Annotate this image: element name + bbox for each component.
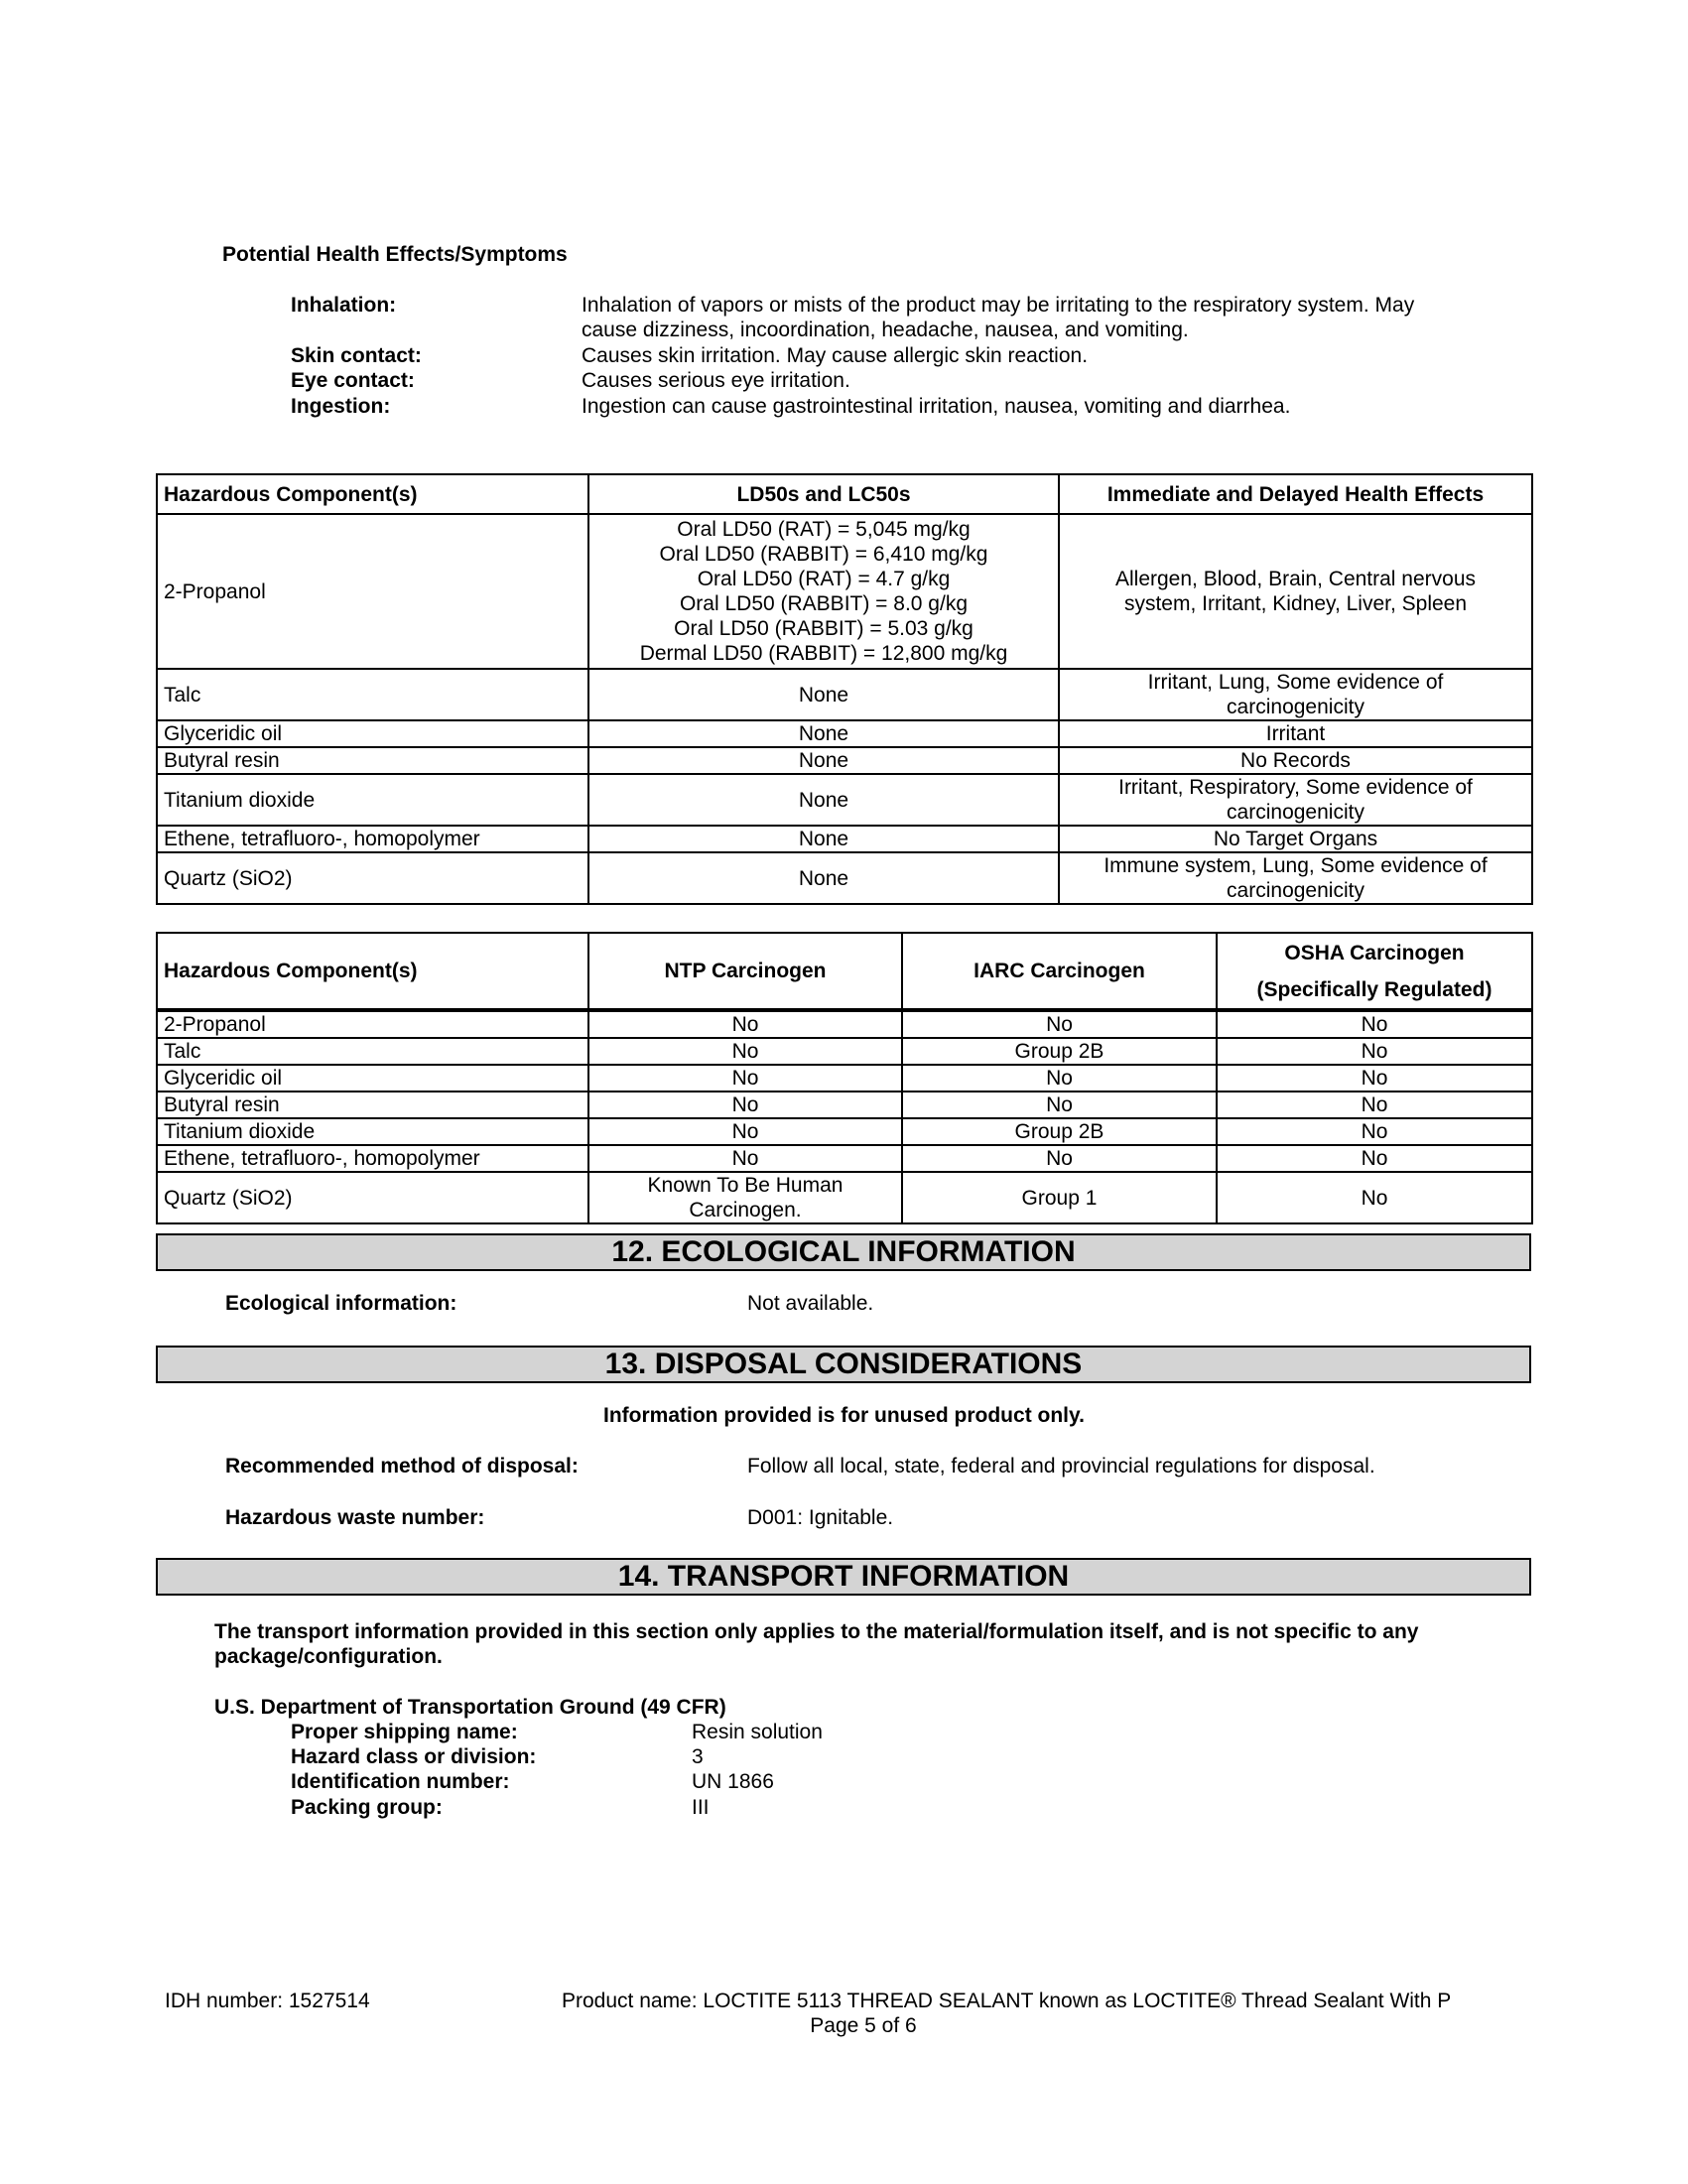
effects-line: carcinogenicity <box>1227 879 1364 902</box>
footer-product-name: Product name: LOCTITE 5113 THREAD SEALANT known as LOCTITE® Thread Sealant With P <box>562 1990 1452 2012</box>
tox-effects-cell <box>1059 774 1532 826</box>
tox-ld50-cell: None <box>588 774 1059 826</box>
dot-section-title: U.S. Department of Transportation Ground (49 CFR) <box>214 1696 726 1719</box>
skin-contact-text: Causes skin irritation. May cause allergic skin reaction. <box>582 344 1089 367</box>
transport-intro-line-1: The transport information provided in this section only applies to the material/formulation itself, and is not specific to any <box>214 1620 1419 1643</box>
tox-effects-cell <box>1059 669 1532 720</box>
tox-effects-cell: No Target Organs <box>1059 826 1532 852</box>
tox-component: Glyceridic oil <box>157 720 588 747</box>
effects-line: Irritant, Respiratory, Some evidence of <box>1118 776 1473 799</box>
table-row <box>157 826 1532 852</box>
carc-iarc: No <box>902 1092 1217 1118</box>
tox-component: Titanium dioxide <box>157 774 588 826</box>
ecological-info-label: Ecological information: <box>225 1292 457 1315</box>
carc-ntp: No <box>588 1145 902 1172</box>
tox-ld50-cell: None <box>588 669 1059 720</box>
tox-header-component: Hazardous Component(s) <box>157 474 588 514</box>
table-row <box>157 1092 1532 1118</box>
carc-component: Glyceridic oil <box>157 1065 588 1092</box>
carc-ntp: No <box>588 1118 902 1145</box>
shipping-name-value: Resin solution <box>692 1721 823 1743</box>
table-row <box>157 669 1532 720</box>
carc-iarc: No <box>902 1145 1217 1172</box>
carc-ntp: No <box>588 1038 902 1065</box>
eye-contact-text: Causes serious eye irritation. <box>582 369 850 392</box>
carc-iarc: No <box>902 1065 1217 1092</box>
ld50-value: Oral LD50 (RAT) = 5,045 mg/kg <box>677 518 971 541</box>
carc-component: Titanium dioxide <box>157 1118 588 1145</box>
hazard-class-value: 3 <box>692 1745 704 1768</box>
disposal-note: Information provided is for unused product only. <box>603 1404 1085 1427</box>
carc-iarc: Group 1 <box>902 1172 1217 1223</box>
tox-component: Ethene, tetrafluoro-, homopolymer <box>157 826 588 852</box>
ld50-value: Oral LD50 (RABBIT) = 6,410 mg/kg <box>659 543 988 566</box>
carc-header-osha <box>1217 933 1532 1010</box>
carc-header-iarc: IARC Carcinogen <box>902 933 1217 1010</box>
tox-ld50-cell: None <box>588 852 1059 904</box>
tox-effects-cell: Irritant <box>1059 720 1532 747</box>
transport-intro-line-2: package/configuration. <box>214 1645 443 1668</box>
section-12-header: 12. ECOLOGICAL INFORMATION <box>156 1233 1531 1271</box>
carc-component: Talc <box>157 1038 588 1065</box>
inhalation-label: Inhalation: <box>291 294 397 317</box>
carc-osha: No <box>1217 1092 1532 1118</box>
effects-line: system, Irritant, Kidney, Liver, Spleen <box>1123 592 1468 615</box>
disposal-method-label: Recommended method of disposal: <box>225 1455 579 1477</box>
table-row <box>157 1118 1532 1145</box>
ntp-line: Carcinogen. <box>689 1199 802 1221</box>
tox-component: 2-Propanol <box>157 514 588 669</box>
tox-component: Quartz (SiO2) <box>157 852 588 904</box>
footer-idh-number: IDH number: 1527514 <box>165 1990 370 2012</box>
carc-osha: No <box>1217 1038 1532 1065</box>
ld50-value: Oral LD50 (RABBIT) = 5.03 g/kg <box>674 617 974 640</box>
section-14-header: 14. TRANSPORT INFORMATION <box>156 1558 1531 1596</box>
carc-header-ntp: NTP Carcinogen <box>588 933 902 1010</box>
carc-header-component: Hazardous Component(s) <box>157 933 588 1010</box>
packing-group-value: III <box>692 1796 710 1819</box>
disposal-method-value: Follow all local, state, federal and provincial regulations for disposal. <box>747 1455 1375 1477</box>
eye-contact-label: Eye contact: <box>291 369 415 392</box>
effects-line: Allergen, Blood, Brain, Central nervous <box>1114 568 1477 590</box>
carc-component: Quartz (SiO2) <box>157 1172 588 1223</box>
table-row <box>157 1065 1532 1092</box>
hazard-class-label: Hazard class or division: <box>291 1745 537 1768</box>
skin-contact-label: Skin contact: <box>291 344 422 367</box>
carc-osha: No <box>1217 1065 1532 1092</box>
inhalation-text-2: cause dizziness, incoordination, headache, nausea, and vomiting. <box>582 319 1189 341</box>
tox-effects-cell: No Records <box>1059 747 1532 774</box>
ld50-value: Oral LD50 (RABBIT) = 8.0 g/kg <box>679 592 969 615</box>
effects-line: carcinogenicity <box>1227 801 1364 824</box>
carc-osha: No <box>1217 1010 1532 1038</box>
effects-line: Immune system, Lung, Some evidence of <box>1104 854 1488 877</box>
table-row <box>157 1038 1532 1065</box>
table-row <box>157 852 1532 904</box>
carc-component: Ethene, tetrafluoro-, homopolymer <box>157 1145 588 1172</box>
hazardous-waste-value: D001: Ignitable. <box>747 1506 894 1529</box>
table-row <box>157 514 1532 669</box>
tox-component: Butyral resin <box>157 747 588 774</box>
carc-ntp <box>588 1172 902 1223</box>
ingestion-label: Ingestion: <box>291 395 391 418</box>
toxicity-table <box>156 473 1533 905</box>
tox-ld50-cell: None <box>588 826 1059 852</box>
osha-header-line-2: (Specifically Regulated) <box>1256 977 1493 1001</box>
tox-ld50-cell: None <box>588 720 1059 747</box>
effects-line: Irritant, Lung, Some evidence of <box>1147 671 1444 694</box>
health-effects-title: Potential Health Effects/Symptoms <box>222 243 568 266</box>
carcinogen-table <box>156 932 1533 1224</box>
carc-iarc: No <box>902 1010 1217 1038</box>
table-row <box>157 1010 1532 1038</box>
inhalation-text-1: Inhalation of vapors or mists of the product may be irritating to the respiratory system. May <box>582 294 1415 317</box>
carc-ntp: No <box>588 1010 902 1038</box>
carc-component: Butyral resin <box>157 1092 588 1118</box>
identification-number-label: Identification number: <box>291 1770 510 1793</box>
tox-ld50-cell: None <box>588 747 1059 774</box>
ld50-value: Oral LD50 (RAT) = 4.7 g/kg <box>697 568 951 590</box>
carc-component: 2-Propanol <box>157 1010 588 1038</box>
table-row <box>157 774 1532 826</box>
hazardous-waste-label: Hazardous waste number: <box>225 1506 485 1529</box>
carc-osha: No <box>1217 1172 1532 1223</box>
section-13-header: 13. DISPOSAL CONSIDERATIONS <box>156 1346 1531 1383</box>
ntp-line: Known To Be Human <box>647 1174 844 1197</box>
tox-header-effects: Immediate and Delayed Health Effects <box>1059 474 1532 514</box>
packing-group-label: Packing group: <box>291 1796 443 1819</box>
carc-ntp: No <box>588 1065 902 1092</box>
tox-component: Talc <box>157 669 588 720</box>
tox-header-ld50: LD50s and LC50s <box>588 474 1059 514</box>
carc-iarc: Group 2B <box>902 1118 1217 1145</box>
ecological-info-value: Not available. <box>747 1292 874 1315</box>
table-row <box>157 747 1532 774</box>
osha-header-line-1: OSHA Carcinogen <box>1284 941 1465 964</box>
carc-osha: No <box>1217 1118 1532 1145</box>
tox-ld50-cell <box>588 514 1059 669</box>
table-row <box>157 1145 1532 1172</box>
carc-osha: No <box>1217 1145 1532 1172</box>
ld50-value: Dermal LD50 (RABBIT) = 12,800 mg/kg <box>639 642 1008 665</box>
shipping-name-label: Proper shipping name: <box>291 1721 518 1743</box>
carc-iarc: Group 2B <box>902 1038 1217 1065</box>
table-row <box>157 720 1532 747</box>
identification-number-value: UN 1866 <box>692 1770 774 1793</box>
ingestion-text: Ingestion can cause gastrointestinal irritation, nausea, vomiting and diarrhea. <box>582 395 1291 418</box>
carc-ntp: No <box>588 1092 902 1118</box>
footer-page-number: Page 5 of 6 <box>810 2014 917 2037</box>
tox-effects-cell <box>1059 514 1532 669</box>
tox-effects-cell <box>1059 852 1532 904</box>
effects-line: carcinogenicity <box>1227 696 1364 718</box>
table-row <box>157 1172 1532 1223</box>
